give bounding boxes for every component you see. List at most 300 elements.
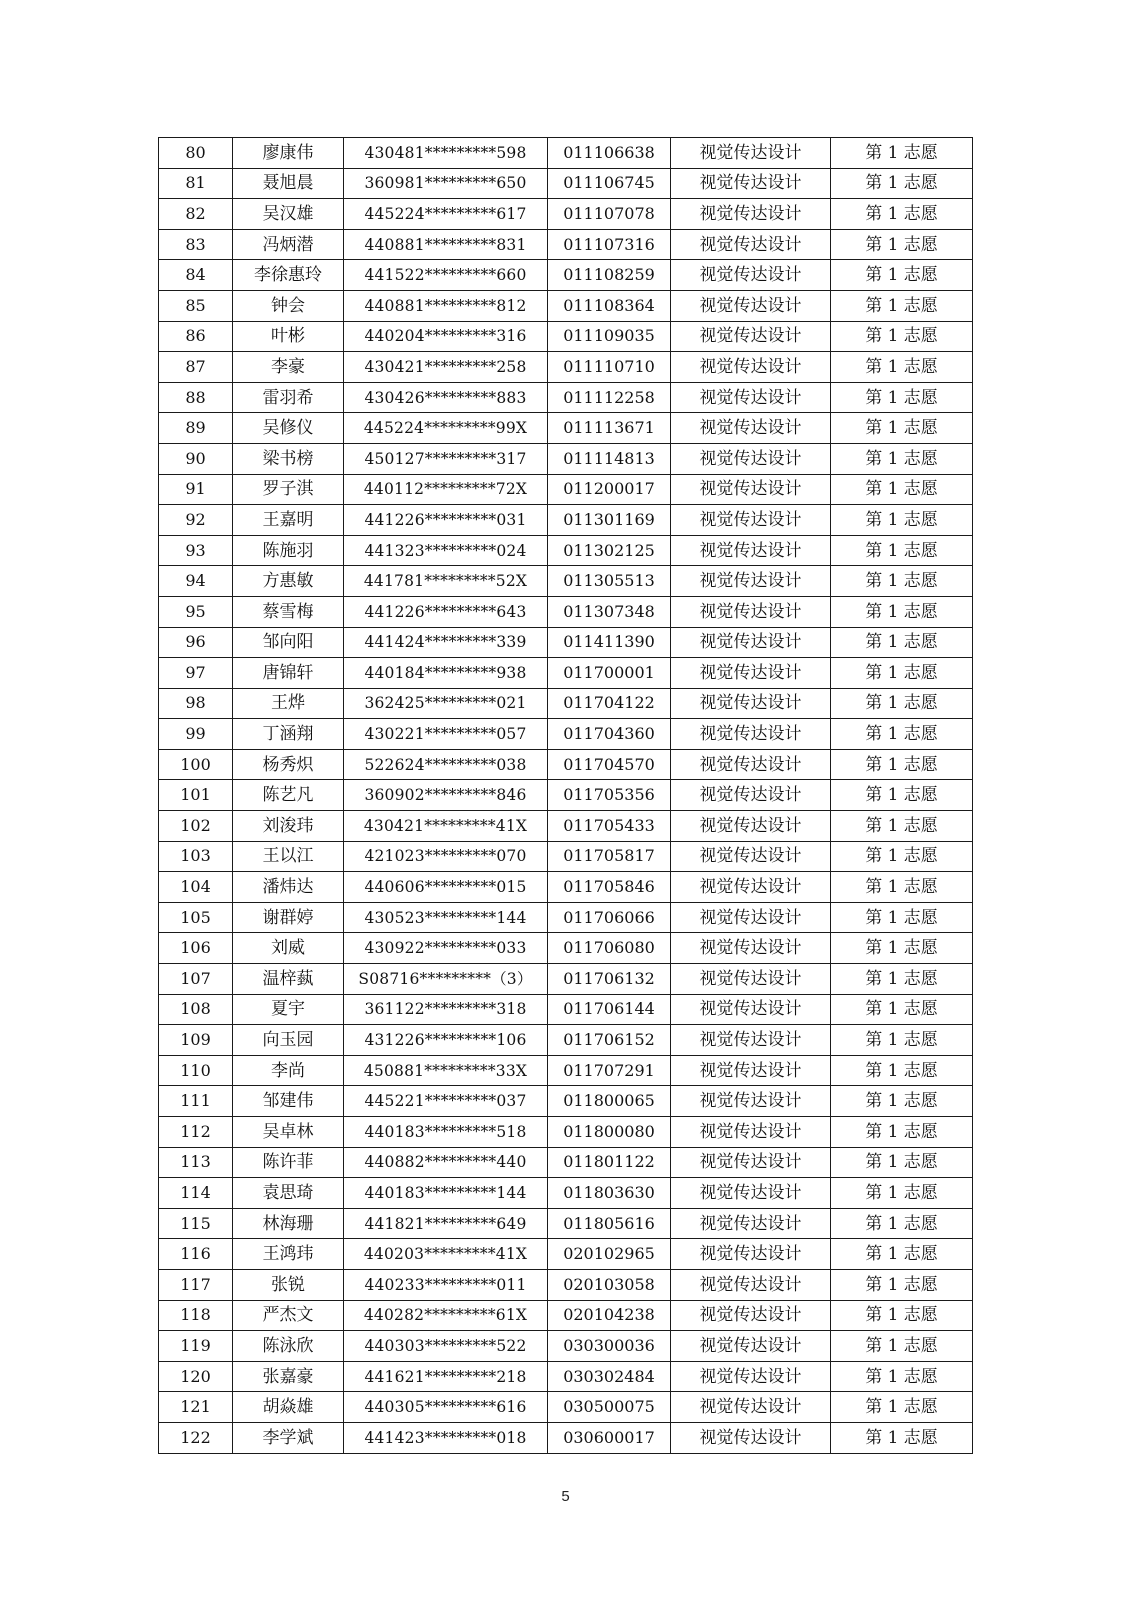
cell-choice-rank: 第 1 志愿 [831, 749, 973, 780]
table-row [159, 933, 973, 964]
cell-exam-number: 011706080 [548, 933, 671, 964]
cell-student-name: 杨秀炽 [233, 749, 344, 780]
cell-id-number: 360981*********650 [344, 168, 548, 199]
cell-id-number: 440112*********72X [344, 474, 548, 505]
cell-student-name: 陈施羽 [233, 535, 344, 566]
cell-major: 视觉传达设计 [671, 1392, 831, 1423]
cell-major: 视觉传达设计 [671, 902, 831, 933]
table-row [159, 841, 973, 872]
cell-exam-number: 011113671 [548, 413, 671, 444]
cell-exam-number: 030500075 [548, 1392, 671, 1423]
cell-major: 视觉传达设计 [671, 1208, 831, 1239]
table-row [159, 1178, 973, 1209]
cell-serial-number: 122 [159, 1422, 233, 1453]
cell-exam-number: 011107316 [548, 229, 671, 260]
cell-id-number: 430426*********883 [344, 382, 548, 413]
cell-id-number: 430221*********057 [344, 719, 548, 750]
cell-id-number: 440183*********518 [344, 1117, 548, 1148]
cell-choice-rank: 第 1 志愿 [831, 596, 973, 627]
cell-serial-number: 84 [159, 260, 233, 291]
cell-exam-number: 011705846 [548, 872, 671, 903]
cell-serial-number: 86 [159, 321, 233, 352]
cell-major: 视觉传达设计 [671, 1269, 831, 1300]
cell-exam-number: 011800080 [548, 1117, 671, 1148]
cell-serial-number: 83 [159, 229, 233, 260]
cell-serial-number: 112 [159, 1117, 233, 1148]
cell-exam-number: 011706144 [548, 994, 671, 1025]
table-row [159, 290, 973, 321]
cell-student-name: 叶彬 [233, 321, 344, 352]
cell-serial-number: 87 [159, 352, 233, 383]
cell-major: 视觉传达设计 [671, 1239, 831, 1270]
cell-major: 视觉传达设计 [671, 658, 831, 689]
table-row [159, 413, 973, 444]
table-row [159, 749, 973, 780]
cell-major: 视觉传达设计 [671, 627, 831, 658]
cell-exam-number: 011805616 [548, 1208, 671, 1239]
table-row [159, 658, 973, 689]
cell-student-name: 吴卓林 [233, 1117, 344, 1148]
cell-id-number: 431226*********106 [344, 1025, 548, 1056]
cell-id-number: 440305*********616 [344, 1392, 548, 1423]
cell-serial-number: 106 [159, 933, 233, 964]
cell-student-name: 唐锦轩 [233, 658, 344, 689]
cell-student-name: 刘浚玮 [233, 811, 344, 842]
table-row [159, 382, 973, 413]
table-row [159, 352, 973, 383]
cell-major: 视觉传达设计 [671, 413, 831, 444]
cell-id-number: 440881*********831 [344, 229, 548, 260]
cell-id-number: 440233*********011 [344, 1269, 548, 1300]
cell-serial-number: 105 [159, 902, 233, 933]
cell-student-name: 邹向阳 [233, 627, 344, 658]
cell-choice-rank: 第 1 志愿 [831, 566, 973, 597]
table-row [159, 719, 973, 750]
cell-id-number: 430523*********144 [344, 902, 548, 933]
table-row [159, 1269, 973, 1300]
table-row [159, 872, 973, 903]
cell-id-number: 441781*********52X [344, 566, 548, 597]
cell-major: 视觉传达设计 [671, 811, 831, 842]
cell-id-number: 450127*********317 [344, 443, 548, 474]
cell-serial-number: 99 [159, 719, 233, 750]
cell-exam-number: 011302125 [548, 535, 671, 566]
cell-serial-number: 80 [159, 138, 233, 169]
cell-student-name: 吴修仪 [233, 413, 344, 444]
cell-major: 视觉传达设计 [671, 1300, 831, 1331]
cell-choice-rank: 第 1 志愿 [831, 658, 973, 689]
table-row [159, 321, 973, 352]
cell-serial-number: 82 [159, 199, 233, 230]
cell-serial-number: 85 [159, 290, 233, 321]
table-row [159, 1422, 973, 1453]
cell-choice-rank: 第 1 志愿 [831, 260, 973, 291]
cell-id-number: 441522*********660 [344, 260, 548, 291]
cell-id-number: 430421*********41X [344, 811, 548, 842]
cell-choice-rank: 第 1 志愿 [831, 321, 973, 352]
cell-major: 视觉传达设计 [671, 138, 831, 169]
cell-id-number: 361122*********318 [344, 994, 548, 1025]
cell-serial-number: 113 [159, 1147, 233, 1178]
cell-choice-rank: 第 1 志愿 [831, 1331, 973, 1362]
cell-serial-number: 81 [159, 168, 233, 199]
table-row [159, 1025, 973, 1056]
cell-student-name: 温梓蓺 [233, 964, 344, 995]
table-row [159, 1361, 973, 1392]
cell-choice-rank: 第 1 志愿 [831, 780, 973, 811]
table-row [159, 994, 973, 1025]
cell-id-number: 440606*********015 [344, 872, 548, 903]
cell-major: 视觉传达设计 [671, 749, 831, 780]
table-row [159, 1239, 973, 1270]
cell-student-name: 李豪 [233, 352, 344, 383]
cell-exam-number: 011301169 [548, 505, 671, 536]
cell-serial-number: 102 [159, 811, 233, 842]
cell-exam-number: 011200017 [548, 474, 671, 505]
cell-exam-number: 011704122 [548, 688, 671, 719]
cell-exam-number: 011704570 [548, 749, 671, 780]
cell-choice-rank: 第 1 志愿 [831, 719, 973, 750]
cell-choice-rank: 第 1 志愿 [831, 535, 973, 566]
cell-choice-rank: 第 1 志愿 [831, 1025, 973, 1056]
table-row [159, 780, 973, 811]
cell-serial-number: 101 [159, 780, 233, 811]
cell-student-name: 张锐 [233, 1269, 344, 1300]
cell-choice-rank: 第 1 志愿 [831, 1055, 973, 1086]
table-row [159, 1392, 973, 1423]
cell-major: 视觉传达设计 [671, 1422, 831, 1453]
cell-id-number: 441821*********649 [344, 1208, 548, 1239]
cell-exam-number: 030300036 [548, 1331, 671, 1362]
cell-exam-number: 011706066 [548, 902, 671, 933]
cell-serial-number: 114 [159, 1178, 233, 1209]
admission-roster-table [158, 137, 973, 1454]
cell-id-number: 440204*********316 [344, 321, 548, 352]
cell-student-name: 袁思琦 [233, 1178, 344, 1209]
cell-exam-number: 011706152 [548, 1025, 671, 1056]
cell-id-number: 441621*********218 [344, 1361, 548, 1392]
cell-exam-number: 011801122 [548, 1147, 671, 1178]
cell-exam-number: 011704360 [548, 719, 671, 750]
cell-major: 视觉传达设计 [671, 352, 831, 383]
cell-serial-number: 115 [159, 1208, 233, 1239]
cell-student-name: 陈艺凡 [233, 780, 344, 811]
cell-student-name: 林海珊 [233, 1208, 344, 1239]
cell-id-number: 450881*********33X [344, 1055, 548, 1086]
cell-student-name: 李徐惠玲 [233, 260, 344, 291]
cell-exam-number: 020103058 [548, 1269, 671, 1300]
table-row [159, 1147, 973, 1178]
table-row [159, 229, 973, 260]
page-number: 5 [561, 1488, 570, 1505]
table-row [159, 138, 973, 169]
cell-choice-rank: 第 1 志愿 [831, 229, 973, 260]
cell-choice-rank: 第 1 志愿 [831, 1269, 973, 1300]
cell-major: 视觉传达设计 [671, 229, 831, 260]
cell-serial-number: 117 [159, 1269, 233, 1300]
cell-serial-number: 119 [159, 1331, 233, 1362]
cell-id-number: 441226*********031 [344, 505, 548, 536]
table-row [159, 535, 973, 566]
cell-major: 视觉传达设计 [671, 872, 831, 903]
cell-id-number: 440882*********440 [344, 1147, 548, 1178]
cell-id-number: 430922*********033 [344, 933, 548, 964]
cell-student-name: 聂旭晨 [233, 168, 344, 199]
cell-exam-number: 030302484 [548, 1361, 671, 1392]
cell-choice-rank: 第 1 志愿 [831, 964, 973, 995]
cell-id-number: 441423*********018 [344, 1422, 548, 1453]
cell-exam-number: 011110710 [548, 352, 671, 383]
cell-serial-number: 100 [159, 749, 233, 780]
cell-student-name: 李学斌 [233, 1422, 344, 1453]
cell-exam-number: 011705356 [548, 780, 671, 811]
cell-student-name: 张嘉豪 [233, 1361, 344, 1392]
cell-id-number: 441424*********339 [344, 627, 548, 658]
cell-major: 视觉传达设计 [671, 443, 831, 474]
cell-student-name: 王鸿玮 [233, 1239, 344, 1270]
cell-student-name: 廖康伟 [233, 138, 344, 169]
cell-student-name: 严杰文 [233, 1300, 344, 1331]
cell-id-number: 522624*********038 [344, 749, 548, 780]
cell-student-name: 蔡雪梅 [233, 596, 344, 627]
table-row [159, 168, 973, 199]
cell-choice-rank: 第 1 志愿 [831, 199, 973, 230]
cell-choice-rank: 第 1 志愿 [831, 688, 973, 719]
cell-serial-number: 96 [159, 627, 233, 658]
cell-id-number: 440203*********41X [344, 1239, 548, 1270]
cell-student-name: 胡焱雄 [233, 1392, 344, 1423]
cell-serial-number: 88 [159, 382, 233, 413]
cell-id-number: 430421*********258 [344, 352, 548, 383]
cell-choice-rank: 第 1 志愿 [831, 933, 973, 964]
cell-exam-number: 011109035 [548, 321, 671, 352]
cell-choice-rank: 第 1 志愿 [831, 1178, 973, 1209]
cell-student-name: 王以江 [233, 841, 344, 872]
cell-choice-rank: 第 1 志愿 [831, 1361, 973, 1392]
table-row [159, 1117, 973, 1148]
cell-exam-number: 011705433 [548, 811, 671, 842]
cell-serial-number: 97 [159, 658, 233, 689]
cell-exam-number: 011106745 [548, 168, 671, 199]
cell-serial-number: 109 [159, 1025, 233, 1056]
cell-major: 视觉传达设计 [671, 719, 831, 750]
cell-serial-number: 116 [159, 1239, 233, 1270]
cell-student-name: 李尚 [233, 1055, 344, 1086]
cell-id-number: 360902*********846 [344, 780, 548, 811]
cell-student-name: 钟会 [233, 290, 344, 321]
cell-exam-number: 011106638 [548, 138, 671, 169]
cell-choice-rank: 第 1 志愿 [831, 168, 973, 199]
cell-choice-rank: 第 1 志愿 [831, 994, 973, 1025]
cell-major: 视觉传达设计 [671, 199, 831, 230]
table-row [159, 596, 973, 627]
cell-major: 视觉传达设计 [671, 596, 831, 627]
cell-serial-number: 107 [159, 964, 233, 995]
cell-id-number: 441323*********024 [344, 535, 548, 566]
cell-id-number: 440303*********522 [344, 1331, 548, 1362]
cell-major: 视觉传达设计 [671, 780, 831, 811]
table-row [159, 260, 973, 291]
cell-student-name: 方惠敏 [233, 566, 344, 597]
cell-serial-number: 103 [159, 841, 233, 872]
cell-major: 视觉传达设计 [671, 1025, 831, 1056]
cell-id-number: 440184*********938 [344, 658, 548, 689]
cell-exam-number: 011114813 [548, 443, 671, 474]
cell-student-name: 潘炜达 [233, 872, 344, 903]
cell-exam-number: 020102965 [548, 1239, 671, 1270]
cell-serial-number: 95 [159, 596, 233, 627]
table-row [159, 474, 973, 505]
cell-serial-number: 120 [159, 1361, 233, 1392]
cell-serial-number: 118 [159, 1300, 233, 1331]
cell-choice-rank: 第 1 志愿 [831, 443, 973, 474]
cell-serial-number: 94 [159, 566, 233, 597]
cell-major: 视觉传达设计 [671, 1086, 831, 1117]
cell-serial-number: 121 [159, 1392, 233, 1423]
cell-student-name: 梁书榜 [233, 443, 344, 474]
cell-student-name: 雷羽希 [233, 382, 344, 413]
cell-major: 视觉传达设计 [671, 1331, 831, 1362]
table-row [159, 566, 973, 597]
cell-id-number: 440282*********61X [344, 1300, 548, 1331]
cell-exam-number: 011800065 [548, 1086, 671, 1117]
cell-id-number: 440183*********144 [344, 1178, 548, 1209]
cell-exam-number: 011112258 [548, 382, 671, 413]
cell-major: 视觉传达设计 [671, 321, 831, 352]
cell-choice-rank: 第 1 志愿 [831, 1208, 973, 1239]
cell-major: 视觉传达设计 [671, 505, 831, 536]
cell-exam-number: 011411390 [548, 627, 671, 658]
cell-student-name: 丁涵翔 [233, 719, 344, 750]
cell-exam-number: 011305513 [548, 566, 671, 597]
cell-choice-rank: 第 1 志愿 [831, 474, 973, 505]
cell-choice-rank: 第 1 志愿 [831, 1392, 973, 1423]
cell-major: 视觉传达设计 [671, 566, 831, 597]
table-row [159, 902, 973, 933]
table-row [159, 443, 973, 474]
cell-id-number: 362425*********021 [344, 688, 548, 719]
cell-student-name: 王嘉明 [233, 505, 344, 536]
cell-exam-number: 030600017 [548, 1422, 671, 1453]
cell-choice-rank: 第 1 志愿 [831, 138, 973, 169]
cell-major: 视觉传达设计 [671, 382, 831, 413]
cell-choice-rank: 第 1 志愿 [831, 1086, 973, 1117]
cell-major: 视觉传达设计 [671, 1178, 831, 1209]
cell-student-name: 谢群婷 [233, 902, 344, 933]
cell-id-number: 421023*********070 [344, 841, 548, 872]
cell-choice-rank: 第 1 志愿 [831, 1117, 973, 1148]
cell-student-name: 罗子淇 [233, 474, 344, 505]
table-row [159, 627, 973, 658]
cell-serial-number: 108 [159, 994, 233, 1025]
cell-serial-number: 93 [159, 535, 233, 566]
cell-exam-number: 011706132 [548, 964, 671, 995]
cell-choice-rank: 第 1 志愿 [831, 1239, 973, 1270]
cell-major: 视觉传达设计 [671, 260, 831, 291]
cell-serial-number: 98 [159, 688, 233, 719]
cell-exam-number: 011307348 [548, 596, 671, 627]
table-row [159, 1331, 973, 1362]
cell-major: 视觉传达设计 [671, 168, 831, 199]
cell-student-name: 陈许菲 [233, 1147, 344, 1178]
cell-exam-number: 011707291 [548, 1055, 671, 1086]
cell-major: 视觉传达设计 [671, 1361, 831, 1392]
cell-major: 视觉传达设计 [671, 1117, 831, 1148]
table-row [159, 199, 973, 230]
cell-exam-number: 011705817 [548, 841, 671, 872]
cell-exam-number: 011700001 [548, 658, 671, 689]
cell-choice-rank: 第 1 志愿 [831, 1147, 973, 1178]
table-row [159, 1300, 973, 1331]
cell-choice-rank: 第 1 志愿 [831, 1422, 973, 1453]
cell-id-number: S08716*********（3） [344, 964, 548, 995]
cell-choice-rank: 第 1 志愿 [831, 627, 973, 658]
cell-choice-rank: 第 1 志愿 [831, 352, 973, 383]
table-row [159, 688, 973, 719]
cell-student-name: 陈泳欣 [233, 1331, 344, 1362]
cell-choice-rank: 第 1 志愿 [831, 413, 973, 444]
cell-id-number: 441226*********643 [344, 596, 548, 627]
cell-exam-number: 011803630 [548, 1178, 671, 1209]
cell-id-number: 445224*********99X [344, 413, 548, 444]
cell-student-name: 吴汉雄 [233, 199, 344, 230]
cell-major: 视觉传达设计 [671, 1147, 831, 1178]
cell-id-number: 445221*********037 [344, 1086, 548, 1117]
cell-choice-rank: 第 1 志愿 [831, 841, 973, 872]
cell-major: 视觉传达设计 [671, 994, 831, 1025]
cell-major: 视觉传达设计 [671, 1055, 831, 1086]
cell-student-name: 夏宇 [233, 994, 344, 1025]
cell-choice-rank: 第 1 志愿 [831, 505, 973, 536]
cell-serial-number: 89 [159, 413, 233, 444]
cell-major: 视觉传达设计 [671, 688, 831, 719]
cell-major: 视觉传达设计 [671, 535, 831, 566]
cell-student-name: 冯炳潜 [233, 229, 344, 260]
cell-id-number: 430481*********598 [344, 138, 548, 169]
cell-major: 视觉传达设计 [671, 290, 831, 321]
cell-student-name: 向玉园 [233, 1025, 344, 1056]
cell-serial-number: 111 [159, 1086, 233, 1117]
table-row [159, 811, 973, 842]
table-row [159, 1208, 973, 1239]
cell-choice-rank: 第 1 志愿 [831, 872, 973, 903]
table-row [159, 1086, 973, 1117]
cell-serial-number: 90 [159, 443, 233, 474]
cell-choice-rank: 第 1 志愿 [831, 902, 973, 933]
cell-id-number: 440881*********812 [344, 290, 548, 321]
cell-serial-number: 92 [159, 505, 233, 536]
table-row [159, 1055, 973, 1086]
cell-serial-number: 91 [159, 474, 233, 505]
cell-student-name: 邹建伟 [233, 1086, 344, 1117]
cell-major: 视觉传达设计 [671, 474, 831, 505]
cell-choice-rank: 第 1 志愿 [831, 811, 973, 842]
cell-choice-rank: 第 1 志愿 [831, 290, 973, 321]
cell-major: 视觉传达设计 [671, 964, 831, 995]
cell-id-number: 445224*********617 [344, 199, 548, 230]
cell-major: 视觉传达设计 [671, 933, 831, 964]
table-row [159, 964, 973, 995]
cell-exam-number: 011107078 [548, 199, 671, 230]
table-row [159, 505, 973, 536]
cell-major: 视觉传达设计 [671, 841, 831, 872]
cell-serial-number: 110 [159, 1055, 233, 1086]
cell-student-name: 王烨 [233, 688, 344, 719]
cell-student-name: 刘威 [233, 933, 344, 964]
cell-exam-number: 011108259 [548, 260, 671, 291]
cell-exam-number: 020104238 [548, 1300, 671, 1331]
cell-exam-number: 011108364 [548, 290, 671, 321]
